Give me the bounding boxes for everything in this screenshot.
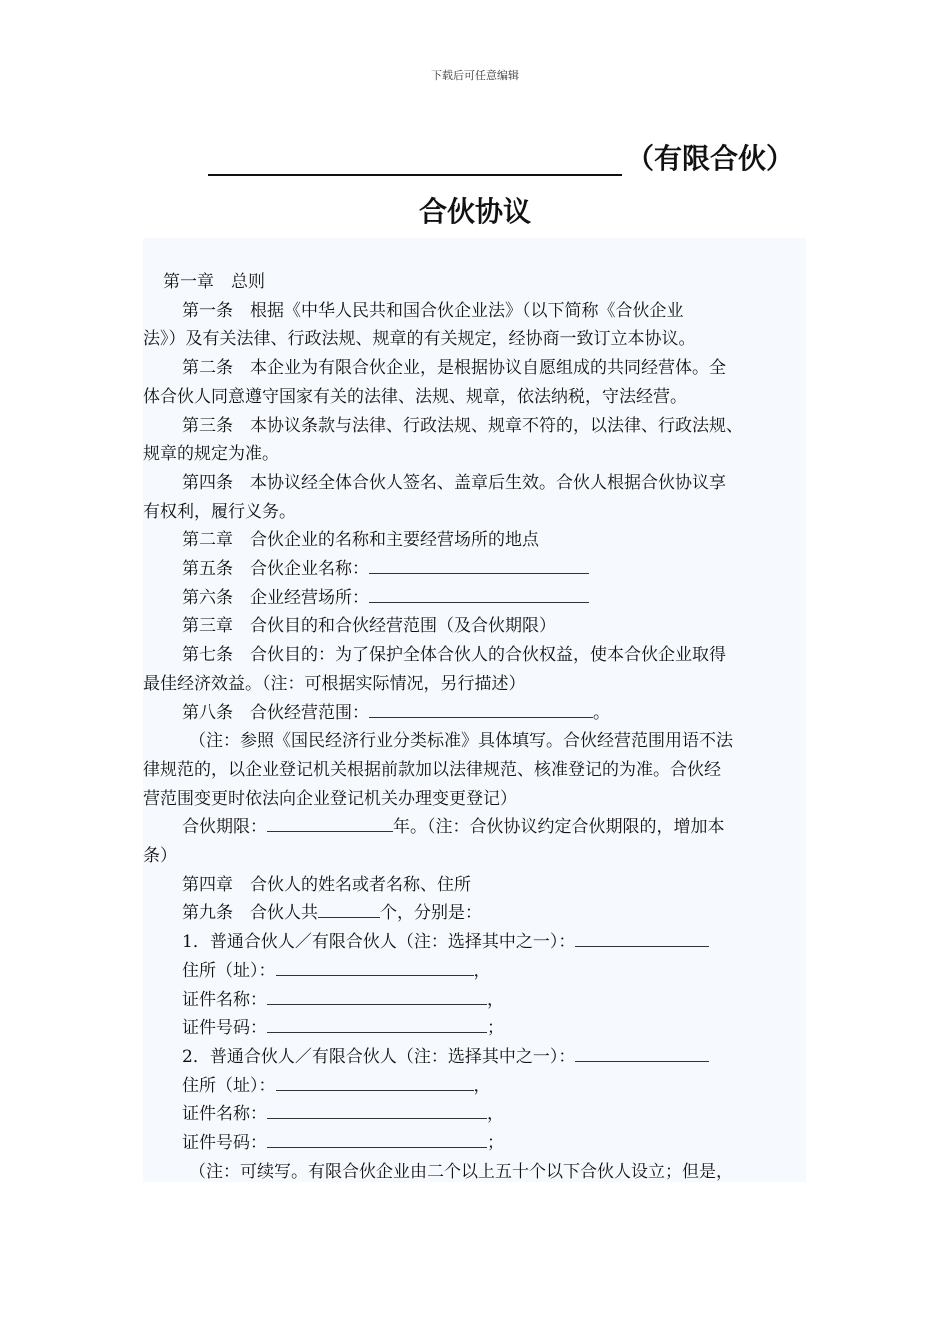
- term-suffix: 年。（注：合伙协议约定合伙期限的，增加本: [393, 817, 725, 838]
- partner-2-id-type: [143, 1100, 806, 1129]
- id-type-label: 证件名称：: [182, 989, 267, 1010]
- comma-mark: ，: [473, 1075, 491, 1096]
- article-8: [143, 699, 806, 728]
- article-6: [143, 584, 806, 613]
- partner-1-label: 1．普通合伙人／有限合伙人（注：选择其中之一）：: [182, 932, 576, 953]
- address-label: 住所（址）：: [182, 960, 276, 981]
- comma-mark: ，: [487, 1104, 504, 1125]
- partner-1-id-number: [143, 1014, 806, 1043]
- chapter-heading: 第四章 合伙人的姓名或者名称、住所: [182, 874, 471, 895]
- blank-field: [318, 899, 380, 918]
- note: （注：参照《国民经济行业分类标准》具体填写。合伙经营范围用语不法: [189, 731, 733, 752]
- blank-field: [369, 555, 589, 574]
- semicolon-mark: ；: [487, 1018, 504, 1039]
- partner-2: [143, 1043, 806, 1072]
- note-cont: 营范围变更时依法向企业登记机关办理变更登记）: [143, 788, 517, 809]
- article-9: [143, 899, 806, 928]
- article-7: 第七条 合伙目的：为了保护全体合伙人的合伙权益，使本合伙企业取得: [182, 645, 726, 666]
- id-type-label: 证件名称：: [182, 1104, 267, 1125]
- blank-field: [267, 1014, 487, 1033]
- comma-mark: ，: [487, 989, 504, 1010]
- term-label: 合伙期限：: [182, 817, 267, 838]
- document-title: 合伙协议: [418, 195, 531, 228]
- article-5: [143, 555, 806, 584]
- address-label: 住所（址）：: [182, 1075, 276, 1096]
- note-cont: 律规范的，以企业登记机关根据前款加以法律规范、核准登记的为准。合伙经: [143, 759, 721, 780]
- download-note: 下载后可任意编辑: [431, 69, 519, 82]
- article-9-label: 第九条 合伙人共: [182, 903, 318, 924]
- article-3: 第三条 本协议条款与法律、行政法规、规章不符的，以法律、行政法规、: [182, 415, 743, 436]
- blank-field: [369, 699, 593, 718]
- partner-2-id-number: [143, 1129, 806, 1158]
- article-4-cont: 有权利，履行义务。: [143, 501, 296, 522]
- enterprise-name-blank: [208, 144, 622, 176]
- comma-mark: ，: [473, 960, 491, 981]
- article-2-cont: 体合伙人同意遵守国家有关的法律、法规、规章，依法纳税，守法经营。: [143, 386, 687, 407]
- blank-field: [267, 813, 393, 832]
- article-1-cont: 法》）及有关法律、行政法规、规章的有关规定，经协商一致订立本协议。: [143, 329, 696, 350]
- note: （注：可续写。有限合伙企业由二个以上五十个以下合伙人设立；但是，: [189, 1161, 733, 1182]
- semicolon-mark: ；: [487, 1133, 504, 1154]
- article-5-label: 第五条 合伙企业名称：: [182, 559, 369, 580]
- partner-2-address: [143, 1072, 806, 1101]
- blank-field: [575, 1043, 709, 1062]
- title-line: [208, 136, 794, 176]
- blank-field: [267, 1129, 487, 1148]
- partner-1: [143, 928, 806, 957]
- id-number-label: 证件号码：: [182, 1133, 267, 1154]
- article-9-suffix: 个，分别是：: [380, 903, 482, 924]
- period-mark: 。: [593, 702, 610, 723]
- blank-field: [276, 957, 474, 976]
- article-3-cont: 规章的规定为准。: [143, 444, 279, 465]
- blank-field: [267, 1100, 487, 1119]
- id-number-label: 证件号码：: [182, 1018, 267, 1039]
- chapter-heading: 第一章 总则: [163, 272, 265, 292]
- article-7-cont: 最佳经济效益。（注：可根据实际情况，另行描述）: [143, 673, 526, 694]
- agreement-body: [143, 238, 806, 1182]
- article-8-label: 第八条 合伙经营范围：: [182, 702, 369, 723]
- partner-2-label: 2．普通合伙人／有限合伙人（注：选择其中之一）：: [182, 1046, 576, 1067]
- partner-1-address: [143, 957, 806, 986]
- article-4: 第四条 本协议经全体合伙人签名、盖章后生效。合伙人根据合伙协议享: [182, 472, 726, 493]
- partner-1-id-type: [143, 986, 806, 1015]
- blank-field: [276, 1072, 474, 1091]
- chapter-heading: 第三章 合伙目的和合伙经营范围（及合伙期限）: [182, 616, 556, 637]
- term-cont: 条）: [143, 846, 177, 867]
- article-1: 第一条 根据《中华人民共和国合伙企业法》（以下简称《合伙企业: [182, 300, 684, 321]
- term-line: [143, 813, 806, 842]
- title-suffix: （有限合伙）: [625, 142, 794, 175]
- blank-field: [267, 986, 487, 1005]
- blank-field: [575, 928, 709, 947]
- article-6-label: 第六条 企业经营场所：: [182, 587, 369, 608]
- chapter-heading: 第二章 合伙企业的名称和主要经营场所的地点: [182, 530, 539, 551]
- article-2: 第二条 本企业为有限合伙企业，是根据协议自愿组成的共同经营体。全: [182, 358, 726, 379]
- blank-field: [369, 584, 589, 603]
